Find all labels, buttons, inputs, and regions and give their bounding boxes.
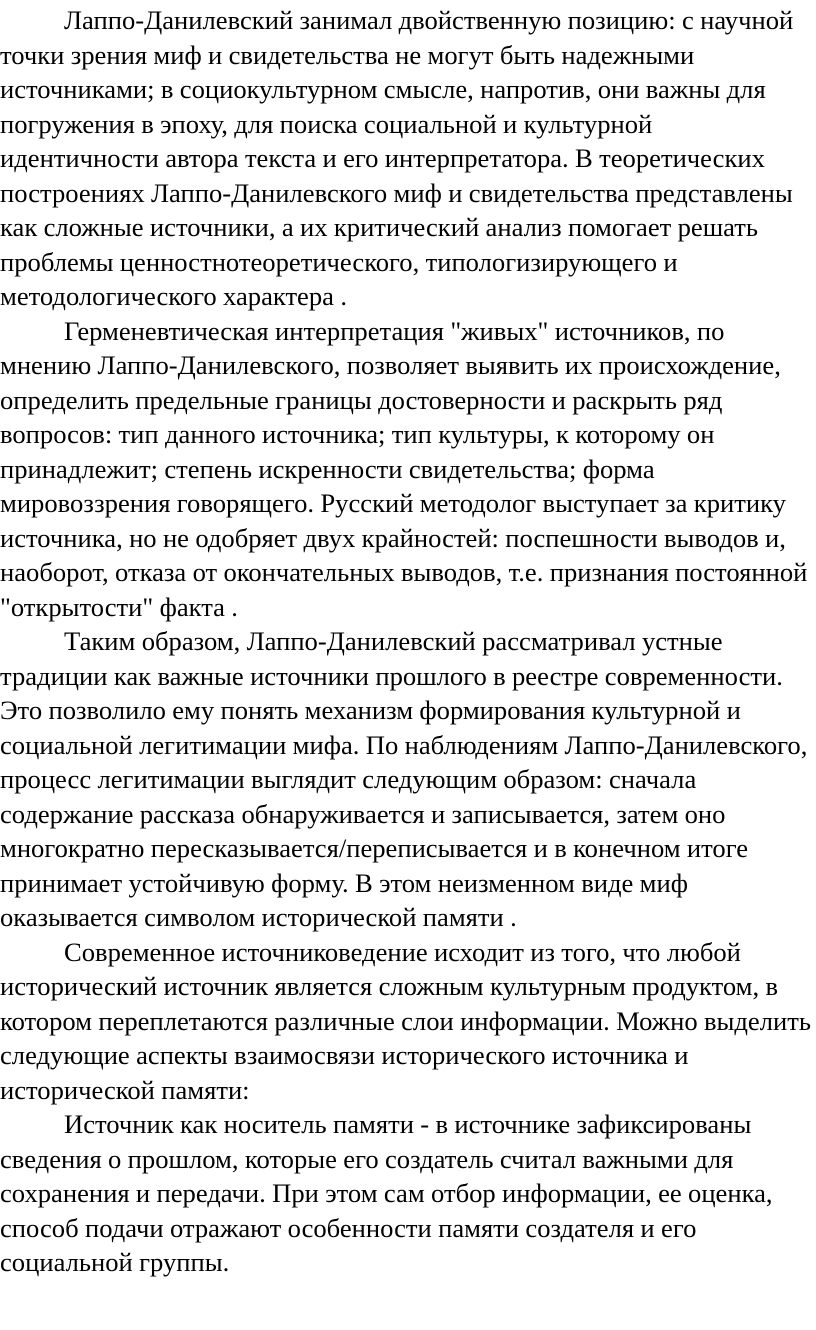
paragraph-1: Лаппо-Данилевский занимал двойственную позицию: с научной точки зрения миф и свидетельства не могут быть надежными источниками; в социокультурном смысле, напротив, они важны для погружения в эпоху, для поиска социальной и культурной идентичности автора текста и его интерпретатора. В теоретических построениях Лаппо-Данилевского миф и свидетельства представлены как сложные источники, а их критический анализ помогает решать проблемы ценностнотеоретического, типологизирующего и методологического характера . (0, 5, 794, 311)
paragraph-4: Современное источниковедение исходит из того, что любой исторический источник является сложным культурным продуктом, в котором переплетаются различные слои информации. Можно выделить следующие аспекты взаимосвязи исторического источника и исторической памяти: (0, 936, 811, 1105)
paragraph-3: Таким образом, Лаппо-Данилевский рассматривал устные традиции как важные источники прошлого в реестре современности. Это позволило ему понять механизм формирования культурной и социальной легитимации мифа. По наблюдениям Лаппо-Данилевского, процесс легитимации выглядит следующим образом: сначала содержание рассказа обнаруживается и записывается, затем оно многократно пересказывается/переписывается и в конечном итоге принимает устойчивую форму. В этом неизменном виде миф оказывается символом исторической памяти . (0, 626, 808, 932)
paragraph-5: Источник как носитель памяти - в источнике зафиксированы сведения о прошлом, которые его создатель считал важными для сохранения и передачи. При этом сам отбор информации, ее оценка, способ подачи отражают особенности памяти создателя и его социальной группы. (0, 1109, 773, 1277)
paragraph-2: Герменевтическая интерпретация "живых" источников, по мнению Лаппо-Данилевского, позволяет выявить их происхождение, определить предельные границы достоверности и раскрыть ряд вопросов: тип данного источника; тип культуры, к которому он принадлежит; степень искренности свидетельства; форма мировоззрения говорящего. Русский методолог выступает за критику источника, но не одобряет двух крайностей: поспешности выводов и, наоборот, отказа от окончательных выводов, т.е. признания постоянной "открытости" факта . (0, 315, 808, 622)
